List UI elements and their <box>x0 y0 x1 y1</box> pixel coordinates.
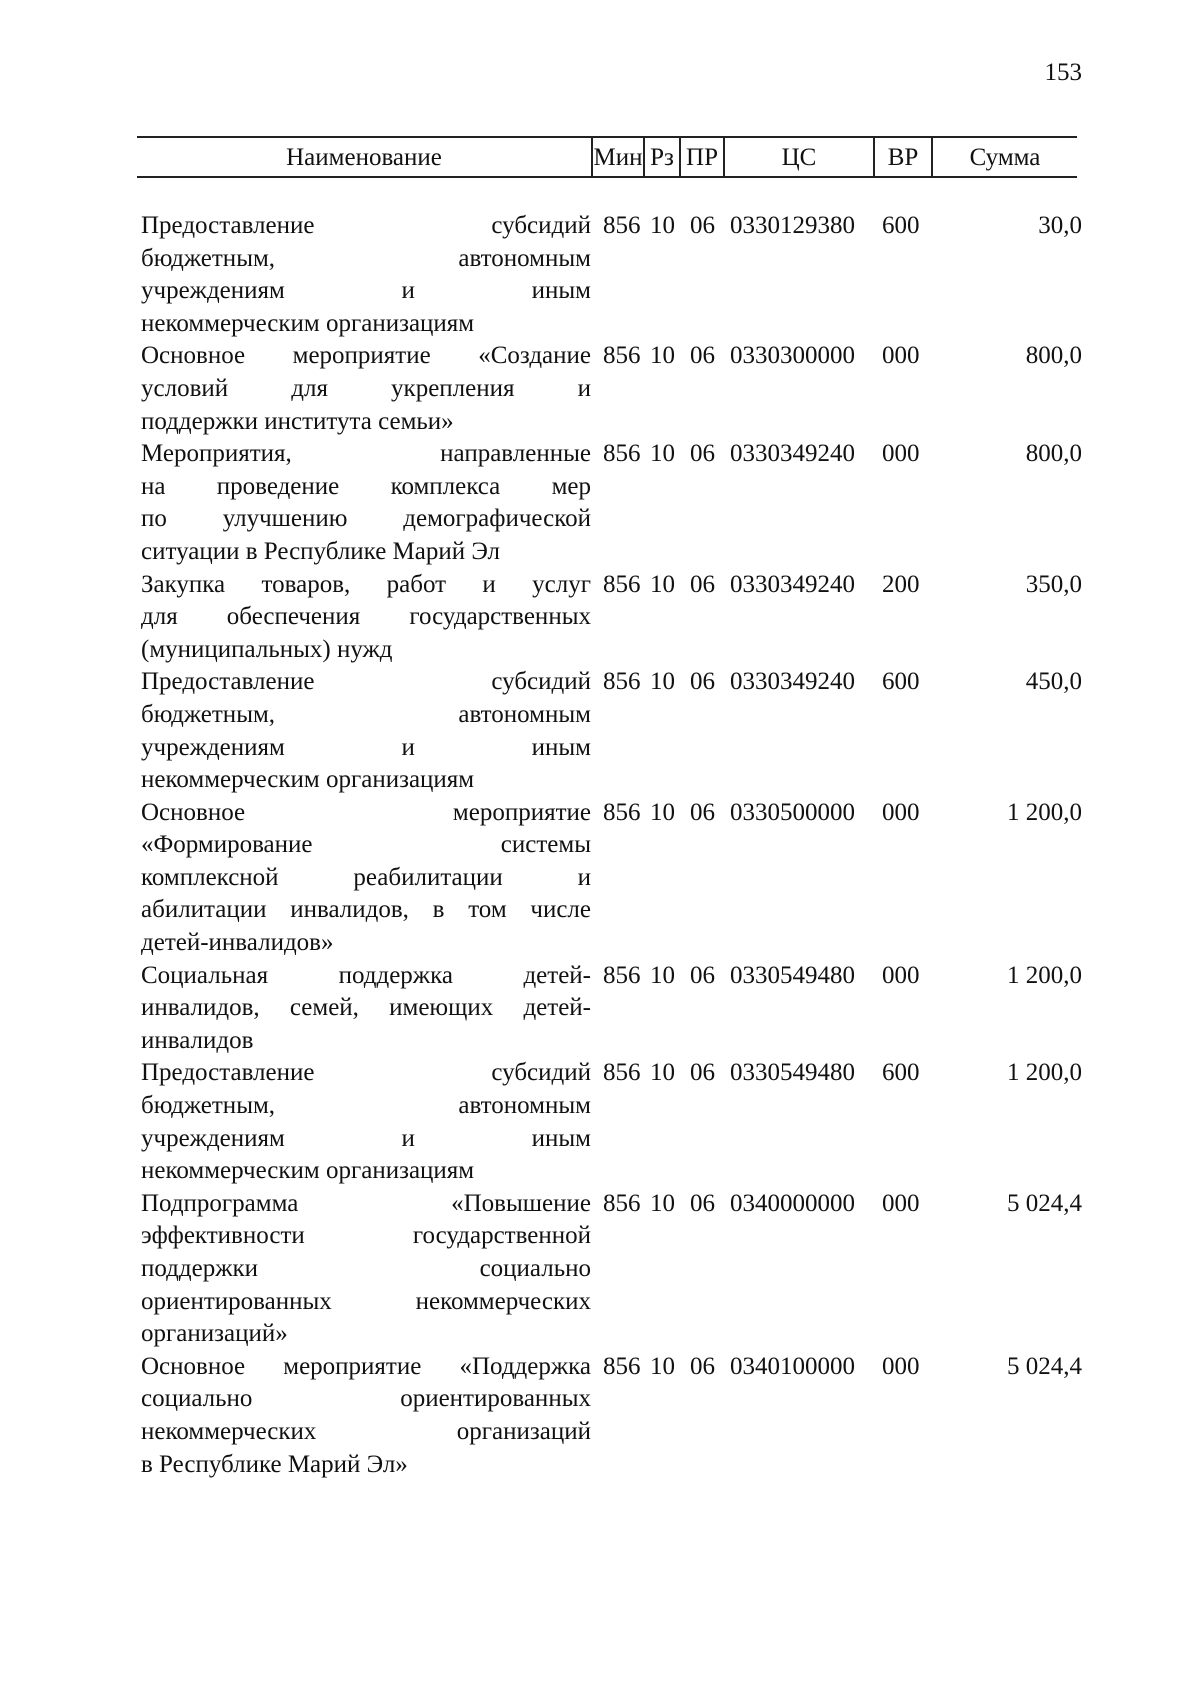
row-min: 856 <box>603 440 641 468</box>
row-name <box>141 340 591 438</box>
row-rz: 10 <box>650 1352 675 1380</box>
row-name-line: бюджетным, автономным <box>141 1092 591 1120</box>
table-row <box>0 1188 1200 1351</box>
row-pr: 06 <box>690 1059 715 1087</box>
row-name-line: в Республике Марий Эл» <box>141 1450 408 1478</box>
row-pr: 06 <box>690 1189 715 1217</box>
row-sum: 450,0 <box>1025 668 1082 696</box>
header-pr: ПР <box>679 138 725 176</box>
row-rz: 10 <box>650 798 675 826</box>
row-name <box>141 438 591 568</box>
row-rz: 10 <box>650 1189 675 1217</box>
row-name-line: по улучшению демографической <box>141 505 591 533</box>
row-name-line: Подпрограмма «Повышение <box>141 1189 591 1217</box>
row-rz: 10 <box>650 342 675 370</box>
row-sum: 800,0 <box>1025 440 1082 468</box>
row-name-line: некоммерческим организациям <box>141 766 475 794</box>
row-min: 856 <box>603 342 641 370</box>
row-name-line: ситуации в Республике Марий Эл <box>141 537 501 565</box>
page-number: 153 <box>1044 59 1082 86</box>
row-sum: 1 200,0 <box>1007 1059 1082 1087</box>
row-name-line: Закупка товаров, работ и услуг <box>141 570 591 598</box>
row-name-line: учреждениям и иным <box>141 277 591 305</box>
row-name-line: организаций» <box>141 1320 288 1348</box>
row-min: 856 <box>603 212 641 239</box>
row-min: 856 <box>603 961 641 989</box>
row-vr: 600 <box>882 1059 920 1087</box>
table-row <box>0 1351 1200 1481</box>
row-pr: 06 <box>690 570 715 598</box>
row-cs: 0340100000 <box>730 1352 855 1380</box>
row-name-line: бюджетным, автономным <box>141 700 591 728</box>
row-vr: 000 <box>882 961 920 989</box>
row-cs: 0330349240 <box>730 440 855 468</box>
row-name-line: «Формирование системы <box>141 831 591 859</box>
header-min: Мин <box>591 138 643 176</box>
row-sum: 1 200,0 <box>1007 798 1082 826</box>
row-name-line: (муниципальных) нужд <box>141 635 393 663</box>
row-rz: 10 <box>650 961 675 989</box>
row-min: 856 <box>603 570 641 598</box>
row-vr: 000 <box>882 798 920 826</box>
table-body <box>0 210 1200 1481</box>
row-vr: 000 <box>882 1189 920 1217</box>
row-name-line: Предоставление субсидий <box>141 668 591 696</box>
row-min: 856 <box>603 798 641 826</box>
table-row <box>0 210 1200 340</box>
row-name-line: Предоставление субсидий <box>141 1059 591 1087</box>
row-name-line: учреждениям и иным <box>141 1124 591 1152</box>
row-pr: 06 <box>690 342 715 370</box>
row-name-line: эффективности государственной <box>141 1222 591 1250</box>
table-row <box>0 960 1200 1058</box>
row-sum: 5 024,4 <box>1007 1352 1082 1380</box>
row-vr: 000 <box>882 1352 920 1380</box>
row-cs: 0340000000 <box>730 1189 855 1217</box>
row-vr: 000 <box>882 440 920 468</box>
table-row <box>0 569 1200 667</box>
row-cs: 0330129380 <box>730 212 855 239</box>
row-sum: 30,0 <box>1038 212 1082 239</box>
table-row <box>0 666 1200 796</box>
row-sum: 350,0 <box>1025 570 1082 598</box>
row-name-line: условий для укрепления и <box>141 374 591 402</box>
row-name-line: социально ориентированных <box>141 1385 591 1413</box>
row-name <box>141 569 591 667</box>
row-name-line: поддержки социально <box>141 1255 591 1282</box>
header-cs: ЦС <box>781 144 817 171</box>
row-sum: 1 200,0 <box>1007 961 1082 989</box>
row-name-line: абилитации инвалидов, в том числе <box>141 896 591 924</box>
row-rz: 10 <box>650 1059 675 1087</box>
row-rz: 10 <box>650 440 675 468</box>
row-name <box>141 1351 591 1481</box>
row-name-line: поддержки института семьи» <box>141 407 454 435</box>
row-pr: 06 <box>690 212 715 239</box>
table-row <box>0 340 1200 438</box>
row-name <box>141 797 591 960</box>
row-name <box>141 1188 591 1351</box>
row-pr: 06 <box>690 798 715 826</box>
row-name <box>141 666 591 796</box>
row-rz: 10 <box>650 668 675 696</box>
row-pr: 06 <box>690 668 715 696</box>
row-cs: 0330500000 <box>730 798 855 826</box>
row-cs: 0330349240 <box>730 668 855 696</box>
row-pr: 06 <box>690 440 715 468</box>
row-name-line: Предоставление субсидий <box>141 212 591 239</box>
header-name: Наименование <box>286 144 442 171</box>
row-pr: 06 <box>690 961 715 989</box>
row-cs: 0330300000 <box>730 342 855 370</box>
row-sum: 800,0 <box>1025 342 1082 370</box>
row-min: 856 <box>603 1059 641 1087</box>
table-header <box>137 136 1077 178</box>
row-min: 856 <box>603 668 641 696</box>
header-vr: ВР <box>873 138 933 176</box>
row-cs: 0330349240 <box>730 570 855 598</box>
row-name-line: комплексной реабилитации и <box>141 863 591 891</box>
row-name-line: Основное мероприятие «Создание <box>141 342 591 370</box>
row-name-line: детей-инвалидов» <box>141 929 334 957</box>
row-name-line: Социальная поддержка детей- <box>141 961 591 989</box>
row-name <box>141 960 591 1058</box>
row-min: 856 <box>603 1189 641 1217</box>
row-name-line: на проведение комплекса мер <box>141 472 591 500</box>
row-name-line: учреждениям и иным <box>141 733 591 761</box>
header-rz: Рз <box>643 138 679 176</box>
row-name <box>141 1057 591 1187</box>
row-vr: 600 <box>882 212 920 239</box>
row-name-line: бюджетным, автономным <box>141 244 591 272</box>
row-name-line: инвалидов, семей, имеющих детей- <box>141 994 591 1022</box>
table-row <box>0 438 1200 568</box>
table-row <box>0 797 1200 960</box>
row-name-line: Основное мероприятие <box>141 798 591 826</box>
row-cs: 0330549480 <box>730 1059 855 1087</box>
row-vr: 200 <box>882 570 920 598</box>
row-name-line: для обеспечения государственных <box>141 603 591 631</box>
row-name-line: некоммерческих организаций <box>141 1417 591 1445</box>
row-pr: 06 <box>690 1352 715 1380</box>
row-name-line: Мероприятия, направленные <box>141 440 591 468</box>
row-name-line: некоммерческим организациям <box>141 309 475 337</box>
header-sum: Сумма <box>969 144 1041 171</box>
row-name <box>141 210 591 340</box>
row-name-line: некоммерческим организациям <box>141 1157 475 1185</box>
row-name-line: Основное мероприятие «Поддержка <box>141 1352 591 1380</box>
row-rz: 10 <box>650 570 675 598</box>
row-sum: 5 024,4 <box>1007 1189 1082 1217</box>
row-min: 856 <box>603 1352 641 1380</box>
row-cs: 0330549480 <box>730 961 855 989</box>
row-rz: 10 <box>650 212 675 239</box>
row-vr: 600 <box>882 668 920 696</box>
row-vr: 000 <box>882 342 920 370</box>
table-row <box>0 1057 1200 1187</box>
row-name-line: инвалидов <box>141 1026 254 1054</box>
row-name-line: ориентированных некоммерческих <box>141 1287 591 1315</box>
